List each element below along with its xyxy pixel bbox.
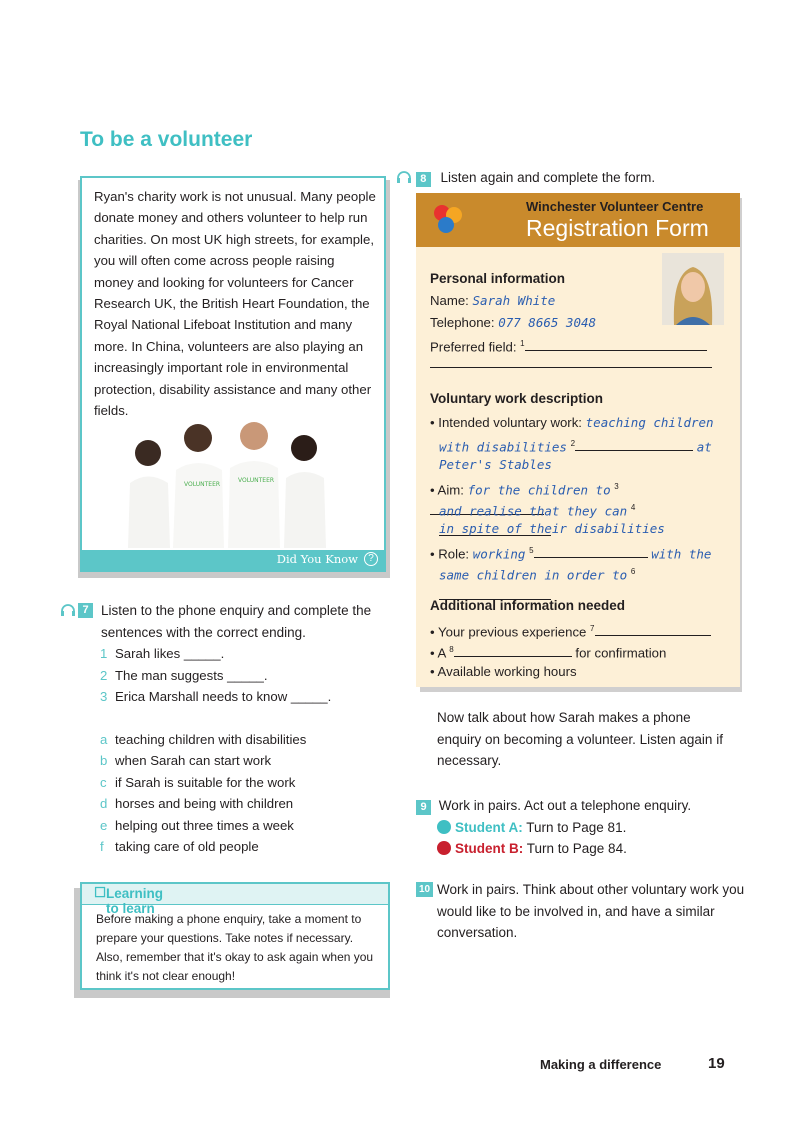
activity-8-instruction: Listen again and complete the form. bbox=[440, 170, 656, 185]
activity-7 bbox=[60, 600, 380, 858]
centre-name: Winchester Volunteer Centre bbox=[526, 199, 704, 214]
voluntary-heading: Voluntary work description bbox=[430, 391, 604, 406]
aim-row: • Aim: for the children to $^3$ bbox=[430, 476, 726, 521]
activity-10-instruction: Work in pairs. Think about other voluntary work you would like to be involved in, and have a similar conversation. bbox=[437, 882, 745, 940]
activity-10-number: 10 bbox=[416, 882, 433, 897]
aim-row-2: and realise that they can $^4$ bbox=[430, 497, 735, 542]
did-you-know-box bbox=[80, 176, 386, 572]
did-you-know-label: Did You Know bbox=[276, 552, 358, 566]
blank-1-line-2[interactable] bbox=[430, 355, 712, 368]
preferred-field-row: Preferred field: $^1$ bbox=[430, 333, 726, 357]
list-item: b when Sarah can start work bbox=[100, 753, 272, 768]
list-item: f taking care of old people bbox=[100, 839, 259, 854]
section-footer: Making a difference bbox=[540, 1057, 662, 1072]
preferred-field-continued bbox=[430, 353, 726, 374]
activity-9-line bbox=[416, 795, 746, 817]
blank-7[interactable] bbox=[595, 623, 711, 636]
a-row: • A $^8$ for confirmation bbox=[430, 645, 667, 661]
blank-1[interactable] bbox=[525, 338, 707, 351]
centre-logo-icon bbox=[430, 201, 466, 237]
blank-8[interactable] bbox=[454, 644, 572, 657]
blank-2[interactable] bbox=[575, 438, 693, 451]
list-item: 1 Sarah likes _____. bbox=[100, 646, 225, 661]
name-value: Sarah White bbox=[472, 293, 556, 308]
list-item: 3 Erica Marshall needs to know _____. bbox=[100, 689, 332, 704]
name-row: Name: Sarah White bbox=[430, 293, 556, 308]
form-title: Registration Form bbox=[526, 215, 709, 241]
intended-row-3: Peter's Stables bbox=[439, 457, 552, 472]
form-header bbox=[416, 193, 740, 247]
did-you-know-text: Ryan's charity work is not unusual. Many people donate money and others volunteer to help run charities. On most UK high streets, for example, you will often come across people raising money and looking for volunteers for Cancer Research UK, the British Heart Foundation, the Royal National Lifeboat Institution and many more. In China, volunteers are also playing an increasingly important role in environmental protection, disability assistance and many other fields. bbox=[94, 189, 376, 419]
headphones-icon bbox=[60, 602, 76, 624]
learning-to-learn-header bbox=[82, 884, 388, 916]
student-b-line: Student B: Turn to Page 84. bbox=[416, 838, 746, 860]
volunteers-photo bbox=[118, 408, 334, 548]
activity-10-block bbox=[416, 879, 746, 944]
personal-info-heading: Personal information bbox=[430, 271, 566, 286]
aim-row-3: in spite of their disabilities bbox=[439, 521, 665, 536]
learning-to-learn-box bbox=[80, 882, 390, 990]
list-item: 2 The man suggests _____. bbox=[100, 667, 268, 683]
question-icon: ? bbox=[364, 552, 378, 566]
experience-row: • Your previous experience $^7$ bbox=[430, 618, 726, 642]
list-item: a teaching children with disabilities bbox=[100, 731, 307, 747]
list-item: c if Sarah is suitable for the work bbox=[100, 774, 296, 790]
student-a-line: Student A: Turn to Page 81. bbox=[416, 817, 746, 839]
activity-7-instruction: Listen to the phone enquiry and complete the sentences with the correct ending. bbox=[101, 603, 372, 640]
learning-to-learn-heading: ☐ Learning to learn bbox=[94, 885, 164, 916]
registration-form bbox=[416, 193, 740, 687]
activity-9 bbox=[416, 795, 746, 860]
activity-10 bbox=[416, 879, 746, 944]
student-a-icon bbox=[437, 820, 451, 834]
additional-heading: Additional information needed bbox=[430, 598, 625, 613]
hours-row: • Available working hours bbox=[430, 664, 577, 679]
page-title: To be a volunteer bbox=[80, 128, 253, 151]
did-you-know-footer bbox=[82, 550, 384, 570]
activity-9-number: 9 bbox=[416, 800, 431, 815]
list-item: d horses and being with children bbox=[100, 796, 294, 811]
telephone-row: Telephone: 077 8665 3048 bbox=[430, 315, 597, 330]
activity-9-instruction: Work in pairs. Act out a telephone enquiry. bbox=[438, 798, 692, 813]
intended-row-2: with disabilities $^2$ at bbox=[439, 439, 712, 455]
shirt-text-3: VOLUNTEER bbox=[238, 477, 275, 484]
telephone-value: 077 8665 3048 bbox=[498, 315, 597, 330]
page-number: 19 bbox=[708, 1055, 725, 1072]
headphones-icon bbox=[396, 170, 416, 185]
role-row-2: same children in order to $^6$ bbox=[430, 561, 735, 606]
role-row: • Role: working $^5$ with the bbox=[430, 546, 712, 562]
activity-8-number: 8 bbox=[416, 172, 431, 187]
student-b-icon bbox=[437, 841, 451, 855]
intended-row: • Intended voluntary work: teaching children bbox=[430, 415, 714, 430]
activity-7-number: 7 bbox=[78, 603, 93, 618]
activity-7-instruction-block bbox=[60, 600, 380, 643]
learning-to-learn-text: Before making a phone enquiry, take a moment to prepare your questions. Take notes if necessary. Also, remember that it's okay to ask again when you think it's not clear enough! bbox=[96, 912, 374, 983]
shirt-text-2: VOLUNTEER bbox=[184, 481, 221, 488]
list-item: e helping out three times a week bbox=[100, 817, 294, 833]
activity-8 bbox=[396, 170, 655, 187]
talk-instruction: Now talk about how Sarah makes a phone enquiry on becoming a volunteer. Listen again if necessary. bbox=[437, 710, 723, 768]
blank-5[interactable] bbox=[534, 545, 648, 558]
